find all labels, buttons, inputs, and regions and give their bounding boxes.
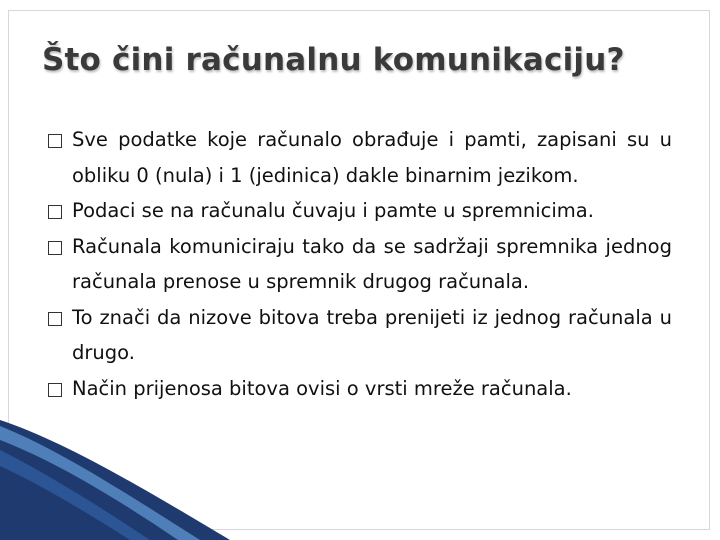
bullet-text: Podaci se na računalu čuvaju i pamte u spremnicima. — [72, 199, 594, 222]
empty-square-icon — [48, 383, 62, 397]
empty-square-icon — [48, 241, 62, 255]
decorative-corner-swoosh — [0, 420, 720, 540]
bullet-item — [46, 300, 672, 371]
empty-square-icon — [48, 134, 62, 148]
bullet-item — [46, 371, 672, 407]
empty-square-icon — [48, 312, 62, 326]
slide-title: Što čini računalnu komunikaciju? — [42, 42, 625, 78]
bullet-item — [46, 229, 672, 300]
bullet-text: Sve podatke koje računalo obrađuje i pamti, zapisani su u obliku 0 (nula) i 1 (jedinica) dakle binarnim jezikom. — [72, 128, 672, 187]
bullet-item — [46, 193, 672, 229]
bullet-text: To znači da nizove bitova treba prenijeti iz jednog računala u drugo. — [72, 305, 672, 364]
bullet-item — [46, 122, 672, 193]
bullet-text: Način prijenosa bitova ovisi o vrsti mreže računala. — [72, 376, 572, 400]
empty-square-icon — [48, 205, 62, 219]
bullet-list — [46, 122, 672, 406]
bullet-text: Računala komuniciraju tako da se sadržaji spremnika jednog računala prenose u spremnik drugog računala. — [72, 234, 672, 293]
